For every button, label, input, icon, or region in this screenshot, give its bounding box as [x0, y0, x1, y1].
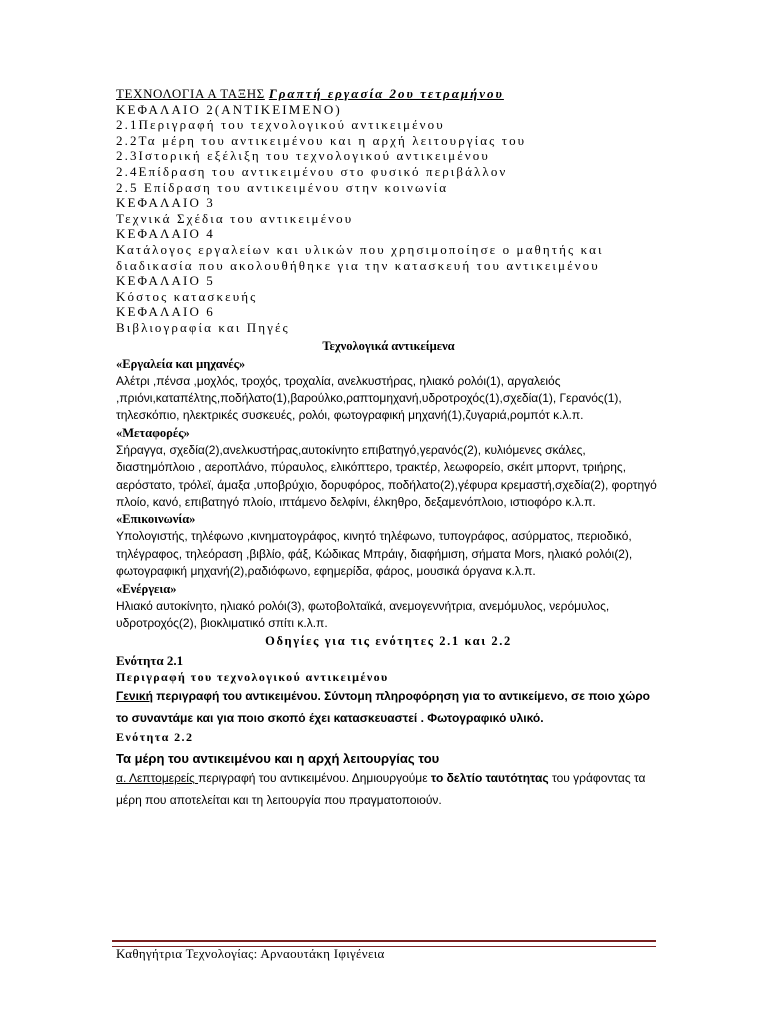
chapter4-text: Κατάλογος εργαλείων και υλικών που χρησιμοποίησε ο μαθητής και διαδικασία που ακολουθήθηκε για την κατασκευή του αντικειμένου — [116, 241, 604, 273]
outline-line: ΚΕΦΑΛΑΙΟ 6 — [116, 304, 215, 320]
tech-objects-title: Τεχνολογικά αντικείμενα — [322, 338, 455, 353]
outline-line: ΚΕΦΑΛΑΙΟ 4 — [116, 226, 215, 242]
section-2-2-paragraph — [116, 767, 661, 811]
section-2-2-label: Ενότητα 2.2 — [116, 730, 194, 745]
outline-line: 2.3Ιστορική εξέλιξη του τεχνολογικού αντικειμένου — [116, 148, 490, 164]
footer-author: Καθηγήτρια Τεχνολογίας: Αρναουτάκη Ιφιγένεια — [116, 946, 385, 961]
document-title — [116, 86, 661, 102]
outline-line: ΚΕΦΑΛΑΙΟ 5 — [116, 273, 215, 289]
category-heading: «Εργαλεία και μηχανές» — [116, 356, 246, 371]
identity-card-phrase: το δελτίο ταυτότητας — [430, 771, 549, 786]
category-heading: «Ενέργεια» — [116, 581, 177, 596]
category-list: Υπολογιστής, τηλέφωνο ,κινηματογράφος, κινητό τηλέφωνο, τυπογράφος, ασύρματος, περιοδικό, τηλέγραφος, τηλεόραση ,βιβλίο, φάξ, Κώδικας Μπράιγ, διαφήμιση, σήματα Mors, ηλιακό ρολόι(2), φωτογραφική μηχανή(2),ραδιόφωνο, εφημερίδα, φάρος, μουσικά όργανα κ.λ.π. — [116, 529, 633, 579]
section-2-1-text: περιγραφή του αντικειμένου. Σύντομη πληροφόρηση για το αντικείμενο, σε ποιο χώρο το συναντάμε και για ποιο σκοπό έχει κατασκευαστεί . Φωτογραφικό υλικό. — [116, 689, 650, 726]
section-2-2-text2: του γράφοντας τα μέρη που αποτελείται και τη λειτουργία που πραγματοποιούν. — [116, 771, 646, 808]
section-2-1-title: Περιγραφή του τεχνολογικού αντικειμένου — [116, 670, 389, 685]
category-list: Αλέτρι ,πένσα ,μοχλός, τροχός, τροχαλία, ανελκυστήρας, ηλιακό ρολόι(1), αργαλειός ,πριόνι,καταπέλτης,ποδήλατο(1),βαρούλκο,ραπτομηχανή,υδροτροχός(1),σχεδία(1), Γερανός(1), τηλεσκόπιο, ηλεκτρικές συσκευές, ρολόι, φωτογραφική μηχανή(1),ζυγαριά,ρομπότ κ.λ.π. — [116, 373, 622, 423]
section-2-1-paragraph — [116, 685, 661, 729]
title-main: ΤΕΧΝΟΛΟΓΙΑ Α ΤΑΞΗΣ — [116, 86, 265, 101]
category-heading: «Επικοινωνία» — [116, 512, 196, 527]
title-sub: Γραπτή εργασία 2ου τετραμήνου — [268, 86, 504, 101]
section-2-2-lead: α. Λεπτομερείς — [116, 771, 199, 786]
section-2-2-title: Τα μέρη του αντικειμένου και η αρχή λειτουργίας του — [116, 751, 440, 767]
outline-line: 2.1Περιγραφή του τεχνολογικού αντικειμένου — [116, 117, 445, 133]
outline-line: Βιβλιογραφία και Πηγές — [116, 319, 290, 335]
section-2-2-text1: περιγραφή του αντικειμένου. Δημιουργούμε — [198, 771, 431, 786]
outline-line: ΚΕΦΑΛΑΙΟ 3 — [116, 195, 215, 211]
outline-line: ΚΕΦΑΛΑΙΟ 2(ΑΝΤΙΚΕΙΜΕΝΟ) — [116, 101, 342, 117]
category-heading: «Μεταφορές» — [116, 425, 190, 440]
outline-line: 2.4Επίδραση του αντικειμένου στο φυσικό περιβάλλον — [116, 163, 508, 179]
outline-line: 2.5 Επίδραση του αντικειμένου στην κοινωνία — [116, 179, 449, 195]
section-2-1-lead: Γενική — [116, 689, 153, 704]
section-2-1-label: Ενότητα 2.1 — [116, 653, 184, 669]
document-page — [116, 86, 661, 811]
outline-line: Τεχνικά Σχέδια του αντικειμένου — [116, 210, 354, 226]
outline-line: Κόστος κατασκευής — [116, 288, 258, 304]
outline-line: 2.2Τα μέρη του αντικειμένου και η αρχή λειτουργίας του — [116, 132, 527, 148]
category-list: Ηλιακό αυτοκίνητο, ηλιακό ρολόι(3), φωτοβολταϊκά, ανεμογεννήτρια, ανεμόμυλος, νερόμυλος, υδροτροχός(2), βιοκλιματικό σπίτι κ.λ.π. — [116, 598, 610, 630]
instructions-title: Οδηγίες για τις ενότητες 2.1 και 2.2 — [265, 634, 512, 649]
category-list: Σήραγγα, σχεδία(2),ανελκυστήρας,αυτοκίνητο επιβατηγό,γερανός(2), κυλιόμενες σκάλες, διαστημόπλοιο , αεροπλάνο, πύραυλος, ελικόπτερο, τρακτέρ, λεωφορείο, σκέιτ μπορντ, τριήρης, αερόστατο, τρόλεϊ, άμαξα ,υποβρύχιο, δορυφόρος, ποδήλατο(2),γέφυρα κρεμαστή,σχεδία(2), φορτηγό πλοίο, κανό, επιβατηγό πλοίο, ιπτάμενο δελφίνι, έλκηθρο, δεξαμενόπλοιο, ιστιοφόρο κ.λ.π. — [116, 442, 657, 509]
